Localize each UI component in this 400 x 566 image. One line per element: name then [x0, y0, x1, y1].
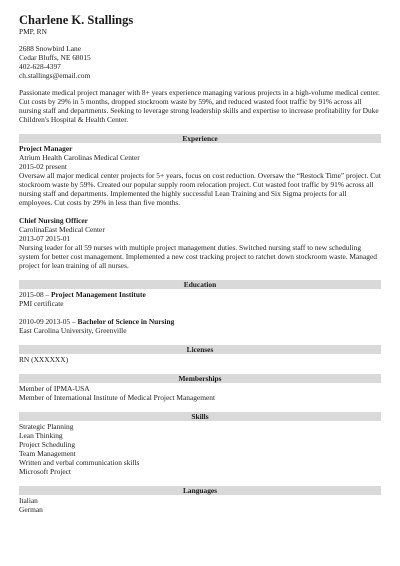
- resume-header: [19, 13, 381, 80]
- education-detail: PMI certificate: [19, 299, 64, 308]
- section-heading-skills: Skills: [19, 412, 381, 421]
- skills-section: [19, 422, 381, 476]
- section-heading-languages: Languages: [19, 486, 381, 495]
- section-heading-experience: Experience: [19, 134, 381, 143]
- skill-item: Microsoft Project: [19, 467, 71, 476]
- education-title: Bachelor of Science in Nursing: [77, 317, 175, 326]
- education-entry: [19, 290, 381, 308]
- address-line-1: 2688 Snowbird Lane: [19, 44, 81, 53]
- education-entry: [19, 317, 381, 335]
- education-dates: 2015-08 –: [19, 290, 50, 299]
- language-item: Italian: [19, 496, 38, 505]
- contact-info: [19, 44, 381, 80]
- candidate-credentials: PMP, RN: [19, 27, 47, 36]
- skill-item: Written and verbal communication skills: [19, 458, 140, 467]
- license-item: RN (XXXXXX): [19, 355, 69, 364]
- section-heading-memberships: Memberships: [19, 374, 381, 383]
- candidate-name: Charlene K. Stallings: [19, 13, 134, 27]
- membership-item: Member of International Institute of Medical Project Management: [19, 393, 215, 402]
- job-entry: [19, 144, 381, 207]
- job-title: Chief Nursing Officer: [19, 216, 88, 225]
- phone-number: 402-628-4397: [19, 62, 61, 71]
- education-section: [19, 290, 381, 335]
- address-line-2: Cedar Bluffs, NE 68015: [19, 53, 91, 62]
- job-title: Project Manager: [19, 144, 73, 153]
- education-detail: East Carolina University, Greenville: [19, 326, 127, 335]
- job-description: Oversaw all major medical center projects for 5+ years, focus on cost reduction. Oversaw the “Restock Time” project. Cut stockroom waste by 59%. Created our popular supply room relocation project. Cut wasted foot traffic by 91% across all nursing staff and departments. Implemented the highly successful Lean Training and Six Sigma projects for all employees. Cut costs by 29% in less than five months.: [19, 171, 381, 207]
- education-title: Project Management Institute: [51, 290, 146, 299]
- languages-section: [19, 496, 381, 514]
- education-heading-line: [19, 317, 381, 326]
- job-dates: 2015-02 present: [19, 162, 67, 171]
- language-item: German: [19, 505, 43, 514]
- section-heading-licenses: Licenses: [19, 345, 381, 354]
- job-description: Nursing leader for all 59 nurses with multiple project management duties. Switched nursing staff to new scheduling system for better cost management. Implemented a new cost tracking project to ratchet down stockroom waste. Managed project for lean training of all nurses.: [19, 243, 377, 270]
- job-dates: 2013-07 2015-01: [19, 234, 71, 243]
- skill-item: Strategic Planning: [19, 422, 74, 431]
- job-entry: [19, 216, 381, 270]
- skill-item: Project Scheduling: [19, 440, 76, 449]
- memberships-section: [19, 384, 381, 402]
- email-address: ch.stallings@email.com: [19, 71, 91, 80]
- membership-item: Member of IPMA-USA: [19, 384, 90, 393]
- job-company: Atrium Health Carolinas Medical Center: [19, 153, 140, 162]
- job-company: CarolinaEast Medical Center: [19, 225, 105, 234]
- licenses-section: [19, 355, 381, 364]
- experience-section: [19, 144, 381, 270]
- skill-item: Lean Thinking: [19, 431, 63, 440]
- section-heading-education: Education: [19, 280, 381, 289]
- skill-item: Team Management: [19, 449, 76, 458]
- education-dates: 2010-09 2013-05 –: [19, 317, 76, 326]
- professional-summary: Passionate medical project manager with 8+ years experience managing various projects in a high-volume medical center. Cut costs by 29% in 5 months, dropped stockroom waste by 59%, and reduced wasted foot traffic by 91% across all nursing staff and departments. Seeking to leverage strong leadership skills and expertise to increase profitability for Duke Children's Hospital & Health Center.: [19, 88, 380, 124]
- education-heading-line: [19, 290, 381, 299]
